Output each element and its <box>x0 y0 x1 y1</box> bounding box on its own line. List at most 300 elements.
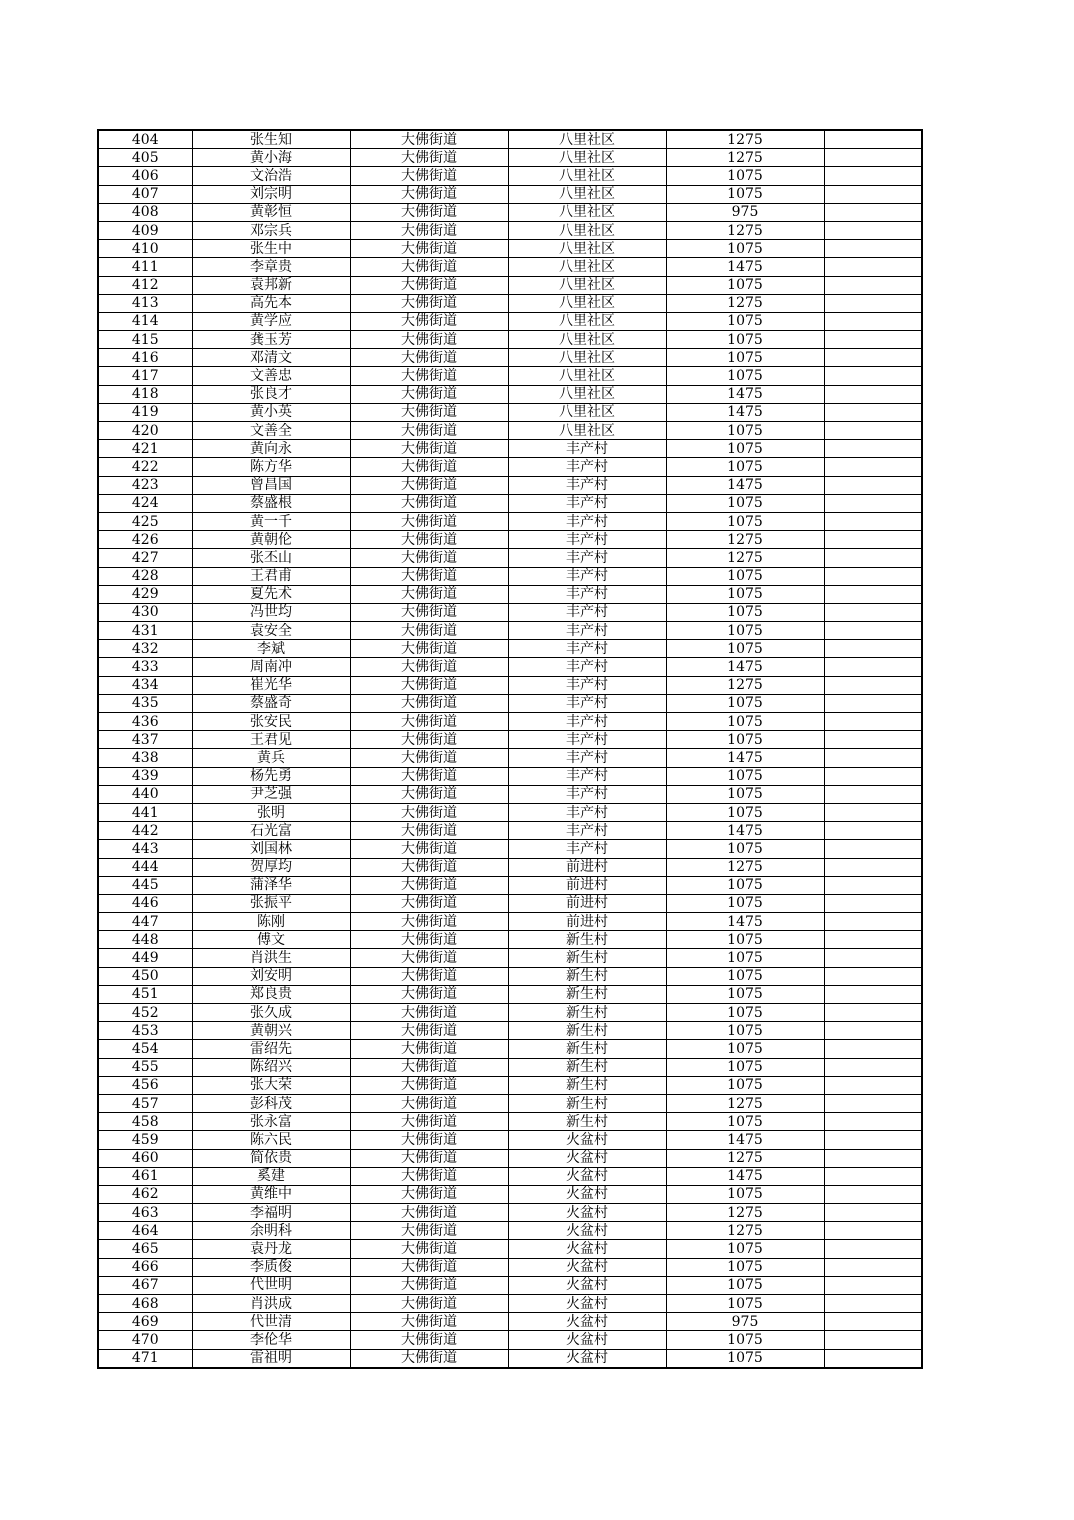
community-cell: 丰产村 <box>508 458 666 476</box>
street-cell: 大佛街道 <box>350 713 508 731</box>
community-cell: 新生村 <box>508 1022 666 1040</box>
remark-cell <box>824 1313 922 1331</box>
name-cell: 文善全 <box>192 422 350 440</box>
community-cell: 火盆村 <box>508 1222 666 1240</box>
community-cell: 丰产村 <box>508 676 666 694</box>
table-row <box>98 458 922 476</box>
table-row <box>98 567 922 585</box>
amount-cell: 1075 <box>666 1258 824 1276</box>
street-cell: 大佛街道 <box>350 1276 508 1294</box>
row-number-cell: 465 <box>98 1240 192 1258</box>
row-number-cell: 452 <box>98 1004 192 1022</box>
street-cell: 大佛街道 <box>350 385 508 403</box>
amount-cell: 1075 <box>666 1076 824 1094</box>
table-row <box>98 676 922 694</box>
name-cell: 肖洪生 <box>192 949 350 967</box>
amount-cell: 1075 <box>666 440 824 458</box>
row-number-cell: 439 <box>98 767 192 785</box>
row-number-cell: 455 <box>98 1058 192 1076</box>
remark-cell <box>824 840 922 858</box>
table-row <box>98 840 922 858</box>
street-cell: 大佛街道 <box>350 1149 508 1167</box>
community-cell: 八里社区 <box>508 276 666 294</box>
table-row <box>98 694 922 712</box>
name-cell: 奚建 <box>192 1167 350 1185</box>
street-cell: 大佛街道 <box>350 676 508 694</box>
name-cell: 冯世均 <box>192 603 350 621</box>
amount-cell: 1075 <box>666 331 824 349</box>
data-sheet <box>97 129 923 1369</box>
street-cell: 大佛街道 <box>350 349 508 367</box>
table-row <box>98 349 922 367</box>
remark-cell <box>824 403 922 421</box>
table-row <box>98 949 922 967</box>
community-cell: 八里社区 <box>508 149 666 167</box>
remark-cell <box>824 1222 922 1240</box>
street-cell: 大佛街道 <box>350 840 508 858</box>
community-cell: 丰产村 <box>508 567 666 585</box>
street-cell: 大佛街道 <box>350 1295 508 1313</box>
community-cell: 新生村 <box>508 931 666 949</box>
name-cell: 张安民 <box>192 713 350 731</box>
table-row <box>98 967 922 985</box>
row-number-cell: 420 <box>98 422 192 440</box>
amount-cell: 1075 <box>666 949 824 967</box>
row-number-cell: 471 <box>98 1349 192 1368</box>
table-row <box>98 1331 922 1349</box>
community-cell: 火盆村 <box>508 1204 666 1222</box>
name-cell: 黄小英 <box>192 403 350 421</box>
table-row <box>98 1058 922 1076</box>
table-row <box>98 549 922 567</box>
community-cell: 八里社区 <box>508 258 666 276</box>
remark-cell <box>824 349 922 367</box>
amount-cell: 1075 <box>666 1058 824 1076</box>
remark-cell <box>824 494 922 512</box>
row-number-cell: 434 <box>98 676 192 694</box>
name-cell: 傅文 <box>192 931 350 949</box>
community-cell: 丰产村 <box>508 767 666 785</box>
street-cell: 大佛街道 <box>350 876 508 894</box>
street-cell: 大佛街道 <box>350 203 508 221</box>
remark-cell <box>824 913 922 931</box>
amount-cell: 1075 <box>666 713 824 731</box>
community-cell: 八里社区 <box>508 349 666 367</box>
community-cell: 丰产村 <box>508 731 666 749</box>
remark-cell <box>824 713 922 731</box>
community-cell: 八里社区 <box>508 422 666 440</box>
street-cell: 大佛街道 <box>350 1331 508 1349</box>
row-number-cell: 405 <box>98 149 192 167</box>
remark-cell <box>824 803 922 821</box>
community-cell: 丰产村 <box>508 694 666 712</box>
community-cell: 丰产村 <box>508 658 666 676</box>
row-number-cell: 428 <box>98 567 192 585</box>
name-cell: 邓清文 <box>192 349 350 367</box>
amount-cell: 1075 <box>666 422 824 440</box>
community-cell: 火盆村 <box>508 1313 666 1331</box>
row-number-cell: 408 <box>98 203 192 221</box>
remark-cell <box>824 1076 922 1094</box>
amount-cell: 1475 <box>666 658 824 676</box>
row-number-cell: 469 <box>98 1313 192 1331</box>
amount-cell: 1075 <box>666 1331 824 1349</box>
remark-cell <box>824 931 922 949</box>
row-number-cell: 450 <box>98 967 192 985</box>
table-row <box>98 367 922 385</box>
name-cell: 代世清 <box>192 1313 350 1331</box>
row-number-cell: 425 <box>98 512 192 530</box>
amount-cell: 1075 <box>666 567 824 585</box>
row-number-cell: 423 <box>98 476 192 494</box>
table-row <box>98 640 922 658</box>
remark-cell <box>824 476 922 494</box>
amount-cell: 1075 <box>666 240 824 258</box>
name-cell: 高先本 <box>192 294 350 312</box>
amount-cell: 1475 <box>666 476 824 494</box>
amount-cell: 975 <box>666 203 824 221</box>
table-row <box>98 1149 922 1167</box>
community-cell: 丰产村 <box>508 640 666 658</box>
name-cell: 张大荣 <box>192 1076 350 1094</box>
name-cell: 黄彰恒 <box>192 203 350 221</box>
row-number-cell: 438 <box>98 749 192 767</box>
name-cell: 袁安全 <box>192 622 350 640</box>
street-cell: 大佛街道 <box>350 949 508 967</box>
remark-cell <box>824 967 922 985</box>
remark-cell <box>824 203 922 221</box>
amount-cell: 975 <box>666 1313 824 1331</box>
street-cell: 大佛街道 <box>350 767 508 785</box>
row-number-cell: 424 <box>98 494 192 512</box>
name-cell: 王君见 <box>192 731 350 749</box>
amount-cell: 1075 <box>666 458 824 476</box>
amount-cell: 1075 <box>666 603 824 621</box>
table-row <box>98 1258 922 1276</box>
row-number-cell: 421 <box>98 440 192 458</box>
name-cell: 简依贵 <box>192 1149 350 1167</box>
street-cell: 大佛街道 <box>350 603 508 621</box>
row-number-cell: 436 <box>98 713 192 731</box>
table-row <box>98 312 922 330</box>
name-cell: 李伦华 <box>192 1331 350 1349</box>
row-number-cell: 430 <box>98 603 192 621</box>
row-number-cell: 437 <box>98 731 192 749</box>
table-row <box>98 1022 922 1040</box>
street-cell: 大佛街道 <box>350 512 508 530</box>
community-cell: 丰产村 <box>508 803 666 821</box>
table-row <box>98 1094 922 1112</box>
amount-cell: 1075 <box>666 840 824 858</box>
community-cell: 火盆村 <box>508 1349 666 1368</box>
name-cell: 余明科 <box>192 1222 350 1240</box>
community-cell: 丰产村 <box>508 476 666 494</box>
row-number-cell: 449 <box>98 949 192 967</box>
community-cell: 前进村 <box>508 858 666 876</box>
community-cell: 丰产村 <box>508 512 666 530</box>
street-cell: 大佛街道 <box>350 585 508 603</box>
name-cell: 李章贵 <box>192 258 350 276</box>
name-cell: 郑良贵 <box>192 985 350 1003</box>
street-cell: 大佛街道 <box>350 931 508 949</box>
amount-cell: 1075 <box>666 1295 824 1313</box>
name-cell: 周南冲 <box>192 658 350 676</box>
table-row <box>98 985 922 1003</box>
row-number-cell: 418 <box>98 385 192 403</box>
name-cell: 蔡盛奇 <box>192 694 350 712</box>
street-cell: 大佛街道 <box>350 458 508 476</box>
row-number-cell: 417 <box>98 367 192 385</box>
community-cell: 火盆村 <box>508 1185 666 1203</box>
name-cell: 石光富 <box>192 822 350 840</box>
table-row <box>98 149 922 167</box>
row-number-cell: 406 <box>98 167 192 185</box>
remark-cell <box>824 312 922 330</box>
name-cell: 文治浩 <box>192 167 350 185</box>
street-cell: 大佛街道 <box>350 1094 508 1112</box>
amount-cell: 1075 <box>666 694 824 712</box>
community-cell: 火盆村 <box>508 1295 666 1313</box>
community-cell: 八里社区 <box>508 167 666 185</box>
community-cell: 新生村 <box>508 1040 666 1058</box>
street-cell: 大佛街道 <box>350 640 508 658</box>
amount-cell: 1075 <box>666 967 824 985</box>
amount-cell: 1075 <box>666 1185 824 1203</box>
community-cell: 八里社区 <box>508 312 666 330</box>
remark-cell <box>824 1258 922 1276</box>
community-cell: 火盆村 <box>508 1167 666 1185</box>
name-cell: 陈刚 <box>192 913 350 931</box>
community-cell: 八里社区 <box>508 331 666 349</box>
street-cell: 大佛街道 <box>350 1204 508 1222</box>
row-number-cell: 415 <box>98 331 192 349</box>
amount-cell: 1075 <box>666 640 824 658</box>
name-cell: 张明 <box>192 803 350 821</box>
amount-cell: 1275 <box>666 1222 824 1240</box>
row-number-cell: 457 <box>98 1094 192 1112</box>
row-number-cell: 416 <box>98 349 192 367</box>
row-number-cell: 445 <box>98 876 192 894</box>
street-cell: 大佛街道 <box>350 567 508 585</box>
name-cell: 刘宗明 <box>192 185 350 203</box>
amount-cell: 1475 <box>666 749 824 767</box>
amount-cell: 1075 <box>666 312 824 330</box>
street-cell: 大佛街道 <box>350 258 508 276</box>
table-row <box>98 749 922 767</box>
name-cell: 张生中 <box>192 240 350 258</box>
row-number-cell: 410 <box>98 240 192 258</box>
remark-cell <box>824 767 922 785</box>
remark-cell <box>824 167 922 185</box>
amount-cell: 1475 <box>666 822 824 840</box>
remark-cell <box>824 1349 922 1368</box>
community-cell: 丰产村 <box>508 440 666 458</box>
amount-cell: 1275 <box>666 149 824 167</box>
remark-cell <box>824 949 922 967</box>
remark-cell <box>824 876 922 894</box>
amount-cell: 1275 <box>666 531 824 549</box>
name-cell: 张丕山 <box>192 549 350 567</box>
street-cell: 大佛街道 <box>350 494 508 512</box>
amount-cell: 1075 <box>666 622 824 640</box>
community-cell: 新生村 <box>508 1004 666 1022</box>
community-cell: 丰产村 <box>508 713 666 731</box>
row-number-cell: 458 <box>98 1113 192 1131</box>
amount-cell: 1075 <box>666 1113 824 1131</box>
remark-cell <box>824 458 922 476</box>
row-number-cell: 414 <box>98 312 192 330</box>
street-cell: 大佛街道 <box>350 149 508 167</box>
name-cell: 李斌 <box>192 640 350 658</box>
community-cell: 八里社区 <box>508 240 666 258</box>
street-cell: 大佛街道 <box>350 1313 508 1331</box>
amount-cell: 1275 <box>666 294 824 312</box>
street-cell: 大佛街道 <box>350 622 508 640</box>
remark-cell <box>824 1185 922 1203</box>
remark-cell <box>824 785 922 803</box>
street-cell: 大佛街道 <box>350 985 508 1003</box>
table-row <box>98 531 922 549</box>
street-cell: 大佛街道 <box>350 1022 508 1040</box>
name-cell: 文善忠 <box>192 367 350 385</box>
amount-cell: 1075 <box>666 731 824 749</box>
row-number-cell: 407 <box>98 185 192 203</box>
table-row <box>98 294 922 312</box>
amount-cell: 1075 <box>666 1349 824 1368</box>
street-cell: 大佛街道 <box>350 1185 508 1203</box>
amount-cell: 1075 <box>666 185 824 203</box>
table-row <box>98 258 922 276</box>
row-number-cell: 443 <box>98 840 192 858</box>
name-cell: 黄朝伦 <box>192 531 350 549</box>
amount-cell: 1475 <box>666 385 824 403</box>
amount-cell: 1275 <box>666 549 824 567</box>
table-row <box>98 1204 922 1222</box>
community-cell: 前进村 <box>508 894 666 912</box>
remark-cell <box>824 440 922 458</box>
remark-cell <box>824 1149 922 1167</box>
row-number-cell: 463 <box>98 1204 192 1222</box>
remark-cell <box>824 894 922 912</box>
street-cell: 大佛街道 <box>350 1167 508 1185</box>
name-cell: 陈绍兴 <box>192 1058 350 1076</box>
name-cell: 黄向永 <box>192 440 350 458</box>
table-row <box>98 185 922 203</box>
row-number-cell: 429 <box>98 585 192 603</box>
remark-cell <box>824 1058 922 1076</box>
row-number-cell: 467 <box>98 1276 192 1294</box>
amount-cell: 1075 <box>666 785 824 803</box>
table-row <box>98 1076 922 1094</box>
name-cell: 黄学应 <box>192 312 350 330</box>
remark-cell <box>824 221 922 239</box>
street-cell: 大佛街道 <box>350 1349 508 1368</box>
remark-cell <box>824 1113 922 1131</box>
row-number-cell: 462 <box>98 1185 192 1203</box>
table-row <box>98 240 922 258</box>
remark-cell <box>824 622 922 640</box>
community-cell: 新生村 <box>508 967 666 985</box>
table-row <box>98 658 922 676</box>
name-cell: 黄一千 <box>192 512 350 530</box>
row-number-cell: 460 <box>98 1149 192 1167</box>
remark-cell <box>824 749 922 767</box>
remark-cell <box>824 1094 922 1112</box>
name-cell: 黄维中 <box>192 1185 350 1203</box>
table-row <box>98 767 922 785</box>
amount-cell: 1075 <box>666 894 824 912</box>
street-cell: 大佛街道 <box>350 312 508 330</box>
row-number-cell: 404 <box>98 130 192 149</box>
amount-cell: 1075 <box>666 585 824 603</box>
street-cell: 大佛街道 <box>350 331 508 349</box>
street-cell: 大佛街道 <box>350 967 508 985</box>
amount-cell: 1075 <box>666 1004 824 1022</box>
table-row <box>98 785 922 803</box>
street-cell: 大佛街道 <box>350 549 508 567</box>
community-cell: 丰产村 <box>508 622 666 640</box>
table-row <box>98 876 922 894</box>
amount-cell: 1275 <box>666 1204 824 1222</box>
amount-cell: 1475 <box>666 258 824 276</box>
street-cell: 大佛街道 <box>350 803 508 821</box>
remark-cell <box>824 276 922 294</box>
table-row <box>98 167 922 185</box>
community-cell: 丰产村 <box>508 840 666 858</box>
amount-cell: 1075 <box>666 1276 824 1294</box>
row-number-cell: 441 <box>98 803 192 821</box>
community-cell: 火盆村 <box>508 1240 666 1258</box>
community-cell: 八里社区 <box>508 221 666 239</box>
remark-cell <box>824 694 922 712</box>
name-cell: 蔡盛根 <box>192 494 350 512</box>
table-row <box>98 894 922 912</box>
remark-cell <box>824 1022 922 1040</box>
street-cell: 大佛街道 <box>350 1240 508 1258</box>
street-cell: 大佛街道 <box>350 658 508 676</box>
table-row <box>98 203 922 221</box>
row-number-cell: 447 <box>98 913 192 931</box>
amount-cell: 1275 <box>666 1094 824 1112</box>
remark-cell <box>824 331 922 349</box>
row-number-cell: 451 <box>98 985 192 1003</box>
table-row <box>98 422 922 440</box>
name-cell: 刘国林 <box>192 840 350 858</box>
remark-cell <box>824 1204 922 1222</box>
amount-cell: 1075 <box>666 512 824 530</box>
community-cell: 火盆村 <box>508 1258 666 1276</box>
table-row <box>98 803 922 821</box>
community-cell: 丰产村 <box>508 822 666 840</box>
community-cell: 新生村 <box>508 1113 666 1131</box>
community-cell: 新生村 <box>508 1094 666 1112</box>
row-number-cell: 409 <box>98 221 192 239</box>
name-cell: 李质俊 <box>192 1258 350 1276</box>
remark-cell <box>824 658 922 676</box>
street-cell: 大佛街道 <box>350 785 508 803</box>
row-number-cell: 422 <box>98 458 192 476</box>
street-cell: 大佛街道 <box>350 731 508 749</box>
community-cell: 新生村 <box>508 949 666 967</box>
row-number-cell: 464 <box>98 1222 192 1240</box>
table-row <box>98 1185 922 1203</box>
table-row <box>98 494 922 512</box>
name-cell: 黄兵 <box>192 749 350 767</box>
remark-cell <box>824 1276 922 1294</box>
remark-cell <box>824 149 922 167</box>
table-row <box>98 331 922 349</box>
remark-cell <box>824 822 922 840</box>
